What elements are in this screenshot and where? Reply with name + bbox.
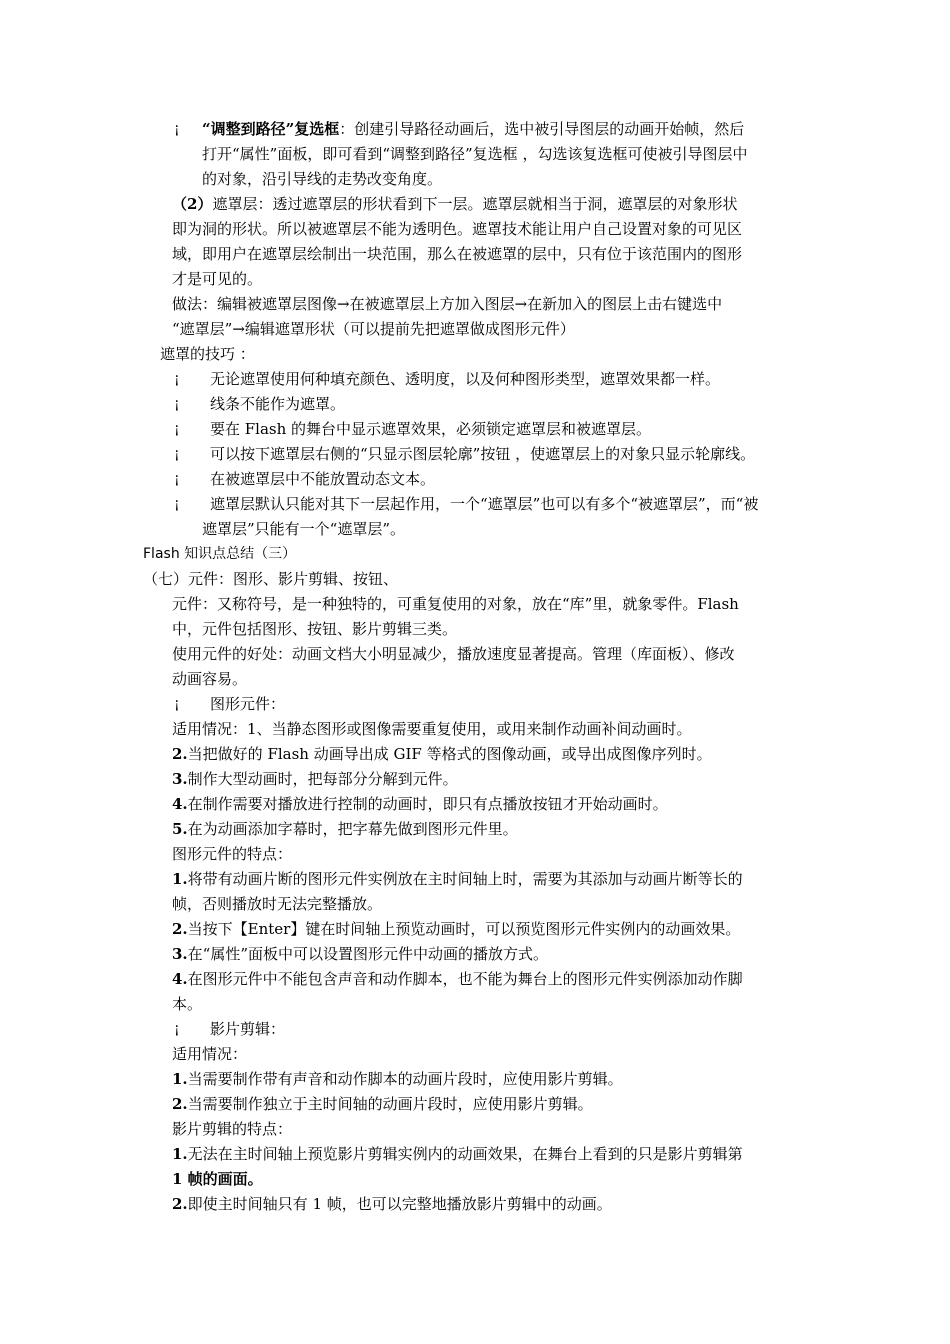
tip-item: 遮罩层默认只能对其下一层起作用，一个“遮罩层”也可以有多个“被遮罩层”，而“被 bbox=[210, 495, 759, 513]
item-number: 4. bbox=[172, 795, 188, 813]
movieclip-feature-line bbox=[172, 1142, 743, 1166]
item-text: 当按下【Enter】键在时间轴上预览动画时，可以预览图形元件实例内的动画效果。 bbox=[187, 920, 741, 938]
item-text: 当需要制作独立于主时间轴的动画片段时，应使用影片剪辑。 bbox=[187, 1095, 593, 1113]
item-text: 无法在主时间轴上预览影片剪辑实例内的动画效果，在舞台上看到的只是影片剪辑第 bbox=[187, 1145, 743, 1163]
benefits-line: 使用元件的好处：动画文档大小明显减少，播放速度显著提高。管理（库面板）、修改 bbox=[172, 645, 735, 663]
mask-para-line: 才是可见的。 bbox=[172, 270, 263, 288]
item-number: 2. bbox=[172, 745, 188, 763]
graphic-feature-line bbox=[172, 867, 743, 891]
mask-heading bbox=[172, 192, 737, 216]
bullet-marker: ¡ bbox=[174, 421, 180, 437]
graphic-use-line bbox=[172, 792, 668, 816]
graphic-feature-line bbox=[172, 967, 743, 991]
intro-line: 元件：又称符号，是一种独特的，可重复使用的对象，放在“库”里，就象零件。Flash bbox=[172, 595, 739, 613]
guide-bullet-line-1 bbox=[202, 117, 744, 141]
item-number: 2. bbox=[172, 1195, 188, 1213]
movieclip-use-title: 适用情况： bbox=[172, 1045, 248, 1063]
mask-heading-text: 遮罩层：透过遮罩层的形状看到下一层。遮罩层就相当于洞，遮罩层的对象形状 bbox=[212, 195, 738, 213]
bullet-marker: ¡ bbox=[174, 1021, 180, 1037]
section-heading: （七）元件：图形、影片剪辑、按钮、 bbox=[143, 570, 399, 588]
item-text: 在图形元件中不能包含声音和动作脚本，也不能为舞台上的图形元件实例添加动作脚 bbox=[187, 970, 743, 988]
tip-item: 线条不能作为遮罩。 bbox=[210, 395, 346, 413]
item-text: 当需要制作带有声音和动作脚本的动画片段时，应使用影片剪辑。 bbox=[187, 1070, 623, 1088]
graphic-feature-continuation: 本。 bbox=[172, 995, 203, 1013]
tip-item-continuation: 遮罩层”只能有一个“遮罩层”。 bbox=[202, 520, 406, 538]
movieclip-use-line bbox=[172, 1092, 593, 1116]
mask-para-line: 域，即用户在遮罩层绘制出一块范围，那么在被遮罩的层中，只有位于该范围内的图形 bbox=[172, 245, 743, 263]
tip-item: 在被遮罩层中不能放置动态文本。 bbox=[210, 470, 436, 488]
graphic-use-line bbox=[172, 817, 518, 841]
benefits-line: 动画容易。 bbox=[172, 670, 248, 688]
bullet-marker: ¡ bbox=[174, 696, 180, 712]
movieclip-feature-continuation: 1 帧的画面。 bbox=[172, 1170, 263, 1188]
item-text: 在“属性”面板中可以设置图形元件中动画的播放方式。 bbox=[187, 945, 549, 963]
graphic-symbol-heading: 图形元件： bbox=[210, 695, 286, 713]
graphic-features-title: 图形元件的特点： bbox=[172, 845, 293, 863]
item-number: 1. bbox=[172, 870, 188, 888]
movieclip-use-line bbox=[172, 1067, 623, 1091]
item-text: 制作大型动画时，把每部分分解到元件。 bbox=[187, 770, 458, 788]
item-number: 3. bbox=[172, 770, 188, 788]
method-line: “遮罩层”→编辑遮罩形状（可以提前先把遮罩做成图形元件） bbox=[172, 320, 575, 338]
graphic-feature-line bbox=[172, 917, 740, 941]
tip-item: 可以按下遮罩层右侧的“只显示图层轮廓”按钮 ，使遮罩层上的对象只显示轮廓线。 bbox=[210, 445, 756, 463]
graphic-feature-line bbox=[172, 942, 548, 966]
bullet-marker: ¡ bbox=[174, 371, 180, 387]
tip-item: 无论遮罩使用何种填充颜色、透明度，以及何种图形类型，遮罩效果都一样。 bbox=[210, 370, 721, 388]
bullet-marker: ¡ bbox=[174, 446, 180, 462]
guide-bullet-label: “调整到路径”复选框 bbox=[202, 120, 340, 138]
item-number: 1. bbox=[172, 1070, 188, 1088]
movieclip-feature-line bbox=[172, 1192, 612, 1216]
guide-bullet-line-2: 打开“属性”面板，即可看到“调整到路径”复选框 ，勾选该复选框可使被引导图层中 bbox=[202, 145, 748, 163]
tips-title: 遮罩的技巧 ： bbox=[160, 345, 255, 363]
item-number: 2. bbox=[172, 1095, 188, 1113]
mask-para-line: 即为洞的形状。所以被遮罩层不能为透明色。遮罩技术能让用户自己设置对象的可见区 bbox=[172, 220, 743, 238]
bullet-marker: ¡ bbox=[174, 121, 180, 137]
section-title: Flash 知识点总结（三） bbox=[143, 546, 297, 562]
item-number: 3. bbox=[172, 945, 188, 963]
item-text: 当把做好的 Flash 动画导出成 GIF 等格式的图像动画，或导出成图像序列时。 bbox=[187, 745, 712, 763]
method-line: 做法：编辑被遮罩层图像→在被遮罩层上方加入图层→在新加入的图层上击右键选中 bbox=[172, 295, 723, 313]
graphic-feature-continuation: 帧，否则播放时无法完整播放。 bbox=[172, 895, 383, 913]
tip-item: 要在 Flash 的舞台中显示遮罩效果，必须锁定遮罩层和被遮罩层。 bbox=[210, 420, 652, 438]
bullet-marker: ¡ bbox=[174, 471, 180, 487]
item-text: 将带有动画片断的图形元件实例放在主时间轴上时，需要为其添加与动画片断等长的 bbox=[187, 870, 743, 888]
item-text: 在制作需要对播放进行控制的动画时，即只有点播放按钮才开始动画时。 bbox=[187, 795, 668, 813]
guide-bullet-line-3: 的对象，沿引导线的走势改变角度。 bbox=[202, 170, 443, 188]
item-number: 2. bbox=[172, 920, 188, 938]
item-text: 即使主时间轴只有 1 帧，也可以完整地播放影片剪辑中的动画。 bbox=[187, 1195, 612, 1213]
item-number: 4. bbox=[172, 970, 188, 988]
movieclip-features-title: 影片剪辑的特点： bbox=[172, 1120, 293, 1138]
item-text: 在为动画添加字幕时，把字幕先做到图形元件里。 bbox=[187, 820, 518, 838]
graphic-use-line bbox=[172, 767, 458, 791]
bullet-marker: ¡ bbox=[174, 496, 180, 512]
item-number: 5. bbox=[172, 820, 188, 838]
guide-bullet-text: ：创建引导路径动画后，选中被引导图层的动画开始帧，然后 bbox=[339, 120, 745, 138]
intro-line: 中，元件包括图形、按钮、影片剪辑三类。 bbox=[172, 620, 458, 638]
item-number: 1. bbox=[172, 1145, 188, 1163]
bullet-marker: ¡ bbox=[174, 396, 180, 412]
movieclip-heading: 影片剪辑： bbox=[210, 1020, 286, 1038]
graphic-use-line: 适用情况：1、当静态图形或图像需要重复使用，或用来制作动画补间动画时。 bbox=[172, 720, 692, 738]
graphic-use-line bbox=[172, 742, 712, 766]
mask-heading-num: （2） bbox=[172, 195, 213, 213]
